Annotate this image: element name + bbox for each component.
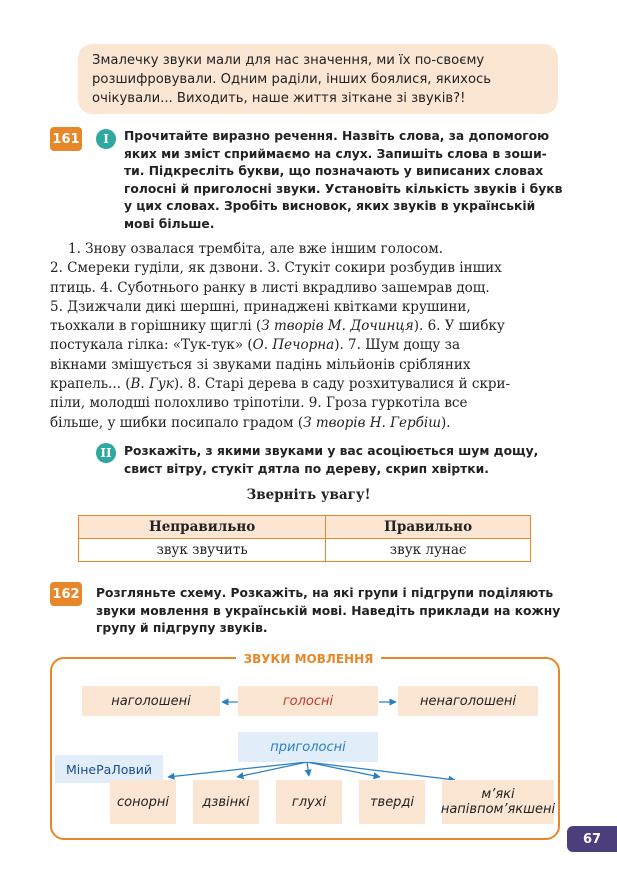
text-line: вікнами змішується зі звуками падінь мільйонів срібляних <box>50 356 471 373</box>
table-cell-right: звук лунає <box>326 539 531 562</box>
node-stressed: наголошені <box>82 686 220 716</box>
intro-line: очікували... Виходить, наше життя зіткане зі звуків?! <box>92 91 466 106</box>
task-line: мові більше. <box>124 216 215 231</box>
table-cell-wrong: звук звучить <box>79 539 326 562</box>
text-line: 2. Смереки гуділи, як дзвони. 3. Стукіт сокири розбудив інших <box>50 260 502 277</box>
exercise-number-badge: 162 <box>50 582 82 606</box>
text-line: 5. Дзижчали дикі шершні, принаджені квітками крушини, <box>50 298 471 315</box>
task-line: Прочитайте виразно речення. Назвіть слова, за допомогою <box>124 129 550 143</box>
node-vowels: голосні <box>238 686 378 716</box>
intro-line: Змалечку звуки мали для нас значення, ми їх по-своєму <box>92 53 485 68</box>
task-line: звуки мовлення в українській мові. Наведіть приклади на кожну <box>96 603 561 618</box>
attention-heading: Зверніть увагу! <box>246 487 371 503</box>
task-line: групу й підгрупу звуків. <box>96 621 268 635</box>
watermark-label: МінеРаЛовий <box>55 755 163 783</box>
task-line: Розкажіть, з якими звуками у вас асоціюється шум дощу, <box>124 444 539 458</box>
node-hard: тверді <box>359 780 425 824</box>
node-voiced: дзвінкі <box>193 780 259 824</box>
intro-line: розшифровували. Одним раділи, інших боялися, якихось <box>92 72 492 87</box>
task-marker-i: I <box>96 129 116 149</box>
text-line: птиць. 4. Суботнього ранку в листі вкрадливо зашемрав дощ. <box>50 279 490 296</box>
node-consonants: приголосні <box>238 732 378 762</box>
page-number: 67 <box>567 826 617 852</box>
scheme-title: ЗВУКИ МОВЛЕННЯ <box>236 652 382 666</box>
text-line: піли, молодші полохливо тріпотіли. 9. Гроза гуркотіла все <box>50 395 468 412</box>
text-fragment: ). 6. У шибку <box>413 318 505 335</box>
arrow-to-voiced <box>237 762 307 777</box>
task-line: у цих словах. Зробіть висновок, яких звуків в українській <box>124 199 536 213</box>
text-line: 1. Знову озвалася трембіта, але вже іншим голосом. <box>68 241 444 257</box>
source-reference: В. Гук <box>130 376 174 393</box>
text-fragment: ). 8. Старі дерева в саду розхитувалися й скри- <box>173 376 511 393</box>
task-line: свист вітру, стукіт дятла по дереву, скрип хвіртки. <box>124 461 489 476</box>
text-fragment: тьохкали в горішнику щиглі ( <box>50 318 262 335</box>
node-sonorant: сонорні <box>110 780 176 824</box>
node-unstressed: ненаголошені <box>398 686 538 716</box>
text-fragment: більше, у шибки посипало градом ( <box>50 414 304 431</box>
text-fragment: ). <box>441 414 451 431</box>
task-line: Розгляньте схему. Розкажіть, на які групи і підгрупи поділяють <box>96 586 554 600</box>
arrow-to-sonorant <box>168 762 307 777</box>
text-fragment: ). 7. Шум дощу за <box>334 337 461 354</box>
source-reference: О. Печорна <box>252 337 335 354</box>
arrow-to-soft <box>307 762 455 780</box>
node-soft: м’які напівпом’якшені <box>442 780 554 824</box>
source-reference: З творів М. Дочинця <box>261 318 414 335</box>
text-fragment: постукала гілка: «Тук-тук» ( <box>50 337 253 354</box>
task-line: голосні й приголосні звуки. Установіть кількість звуків і букв <box>124 181 563 196</box>
arrow-to-voiceless <box>307 762 309 776</box>
source-reference: З творів Н. Гербіш <box>303 414 441 431</box>
node-voiceless: глухі <box>276 780 342 824</box>
text-fragment: крапель... ( <box>50 376 131 393</box>
table-header-right: Правильно <box>326 516 531 539</box>
task-line: ти. Підкресліть букви, що позначають у виписаних словах <box>124 164 544 178</box>
exercise-number-badge: 161 <box>50 127 82 151</box>
task-line: яких ми зміст сприймаємо на слух. Запишіть слова в зоши- <box>124 146 547 161</box>
table-header-wrong: Неправильно <box>79 516 326 539</box>
task-marker-ii: II <box>96 443 116 463</box>
